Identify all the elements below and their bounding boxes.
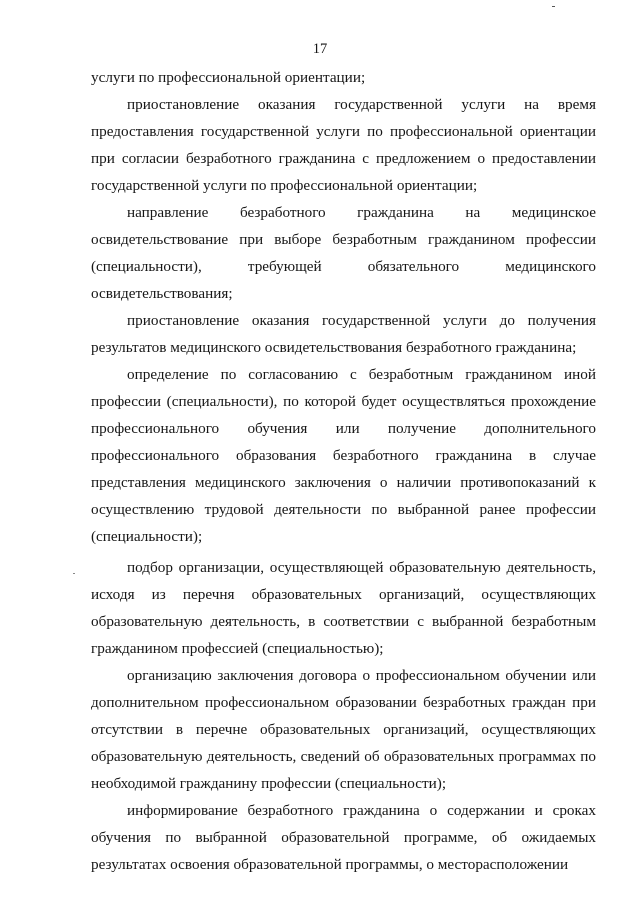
paragraph-continuation: услуги по профессиональной ориентации; <box>91 69 366 86</box>
paragraph: определение по согласованию с безработным гражданином иной профессии (специальности), по которой будет осуществляться прохождение профессионального обучения или получение дополнительного профессионального образования безработного гражданина в случае представления медицинского заключения о наличии противопоказаний к осуществлению трудовой деятельности по выбранной ранее профессии (специальности); <box>91 366 596 545</box>
paragraph: приостановление оказания государственной услуги до получения результатов медицинского освидетельствования безработного гражданина; <box>91 312 596 356</box>
paragraph: информирование безработного гражданина о содержании и сроках обучения по выбранной образовательной программе, об ожидаемых результатах освоения образовательной программы, о месторасположении <box>91 802 596 873</box>
page-number: 17 <box>312 41 328 57</box>
document-body <box>91 64 596 878</box>
paragraph: организацию заключения договора о профессиональном обучении или дополнительном профессиональном образовании безработных граждан при отсутствии в перечне образовательных организаций, осуществляющих образовательную деятельность, сведений об образовательных программах по необходимой гражданину профессии (специальности); <box>91 667 596 792</box>
scan-speck <box>552 6 555 7</box>
scan-speck <box>73 573 75 574</box>
paragraph: подбор организации, осуществляющей образовательную деятельность, исходя из перечня образовательных организаций, осуществляющих образовательную деятельность, в соответствии с выбранной безработным гражданином профессией (специальностью); <box>91 559 596 657</box>
paragraph: приостановление оказания государственной услуги на время предоставления государственной услуги по профессиональной ориентации при согласии безработного гражданина с предложением о предоставлении государственной услуги по профессиональной ориентации; <box>91 96 596 194</box>
paragraph: направление безработного гражданина на медицинское освидетельствование при выборе безработным гражданином профессии (специальности), требующей обязательного медицинского освидетельствования; <box>91 204 596 302</box>
